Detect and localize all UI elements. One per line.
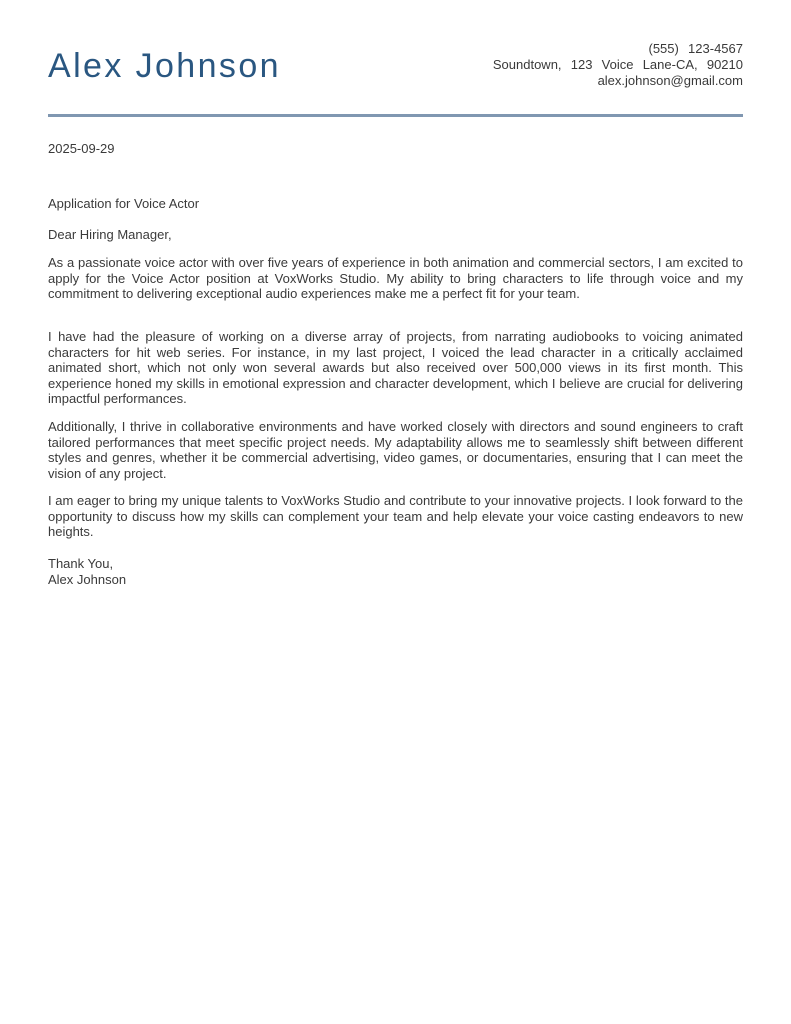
body-paragraph: I am eager to bring my unique talents to VoxWorks Studio and contribute to your innovative projects. I look forward to the opportunity to discuss how my skills can complement your team and help elevate your voice casting endeavors to new heights. <box>48 493 743 539</box>
phone-number: (555) 123-4567 <box>648 41 743 56</box>
closing-phrase: Thank You, <box>48 556 114 571</box>
letter-subject: Application for Voice Actor <box>48 196 200 211</box>
cover-letter-page <box>48 0 743 587</box>
letter-greeting: Dear Hiring Manager, <box>48 227 172 242</box>
letter-header <box>48 0 743 116</box>
body-paragraph: As a passionate voice actor with over five years of experience in both animation and commercial sectors, I am excited to apply for the Voice Actor position at VoxWorks Studio. My ability to bring characters to life through voice and my commitment to delivering exceptional audio experiences make me a perfect fit for your team. <box>48 255 743 301</box>
signature-name: Alex Johnson <box>48 572 127 587</box>
body-paragraph: Additionally, I thrive in collaborative environments and have worked closely with directors and sound engineers to craft tailored performances that meet specific project needs. My adaptability allows me to seamlessly shift between different styles and genres, whether it be commercial advertising, video games, or documentaries, ensuring that I can meet the vision of any project. <box>48 419 743 481</box>
header-divider <box>48 114 743 117</box>
letter-closing-block <box>48 556 126 588</box>
sender-name: Alex Johnson <box>48 47 281 85</box>
body-paragraph: I have had the pleasure of working on a diverse array of projects, from narrating audiobooks to voicing animated characters for hit web series. For instance, in my last project, I voiced the lead character in a critically acclaimed animated short, which not only won several awards but also received over 500,000 views in its first month. This experience honed my skills in emotional expression and character development, which I believe are crucial for delivering impactful performances. <box>48 329 743 406</box>
address: Soundtown, 123 Voice Lane-CA, 90210 <box>492 57 743 72</box>
email-address: alex.johnson@gmail.com <box>597 73 743 88</box>
contact-block <box>493 41 743 89</box>
letter-date: 2025-09-29 <box>48 141 115 156</box>
